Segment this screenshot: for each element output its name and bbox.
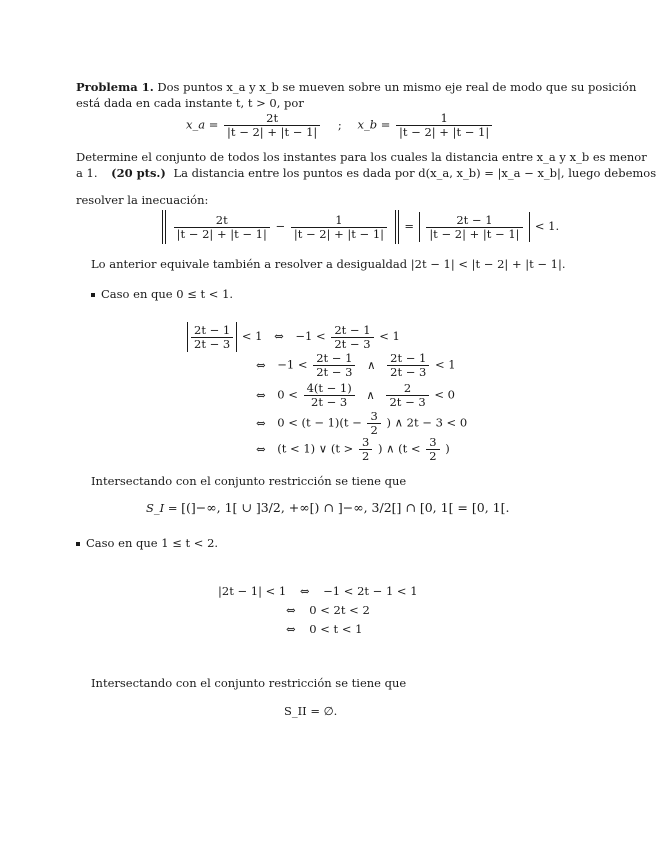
ineq-den-3: |t − 2| + |t − 1| <box>429 226 520 241</box>
ineq-den-2: |t − 2| + |t − 1| <box>293 226 385 241</box>
determine-a1: a 1. <box>76 166 98 180</box>
case1-solution-set <box>146 500 509 515</box>
abs-bar-4 <box>529 212 530 242</box>
case2-row-3 <box>286 622 362 636</box>
ineq-text: ) ∧ 2t − 3 < 0 <box>386 415 468 430</box>
case1-row-4 <box>256 410 467 437</box>
ineq-fraction-1 <box>174 214 270 241</box>
xb-fraction <box>396 112 492 139</box>
case1-row-1 <box>186 322 400 352</box>
iff-symbol: ⇔ <box>299 584 310 598</box>
main-inequation <box>160 210 559 244</box>
xb-label: x_b = <box>357 117 391 132</box>
equivalence-text: Lo anterior equivale también a resolver a desigualdad |2t − 1| < |t − 2| + |t − 1|. <box>91 257 566 271</box>
frac-den: 2 <box>370 423 378 437</box>
case1-row-3 <box>256 382 455 409</box>
abs-bar-left <box>162 210 166 244</box>
frac-den: 2t − 3 <box>390 365 427 379</box>
iff-symbol: ⇔ <box>256 357 266 372</box>
intro-text-2: está dada en cada instante t, t > 0, por <box>76 96 304 110</box>
frac-den: 2 <box>429 449 437 463</box>
ineq-num-2: 1 <box>291 214 387 228</box>
frac-den: 2t − 3 <box>389 395 426 409</box>
bullet-icon <box>91 293 95 297</box>
and-symbol: ∧ <box>366 387 375 402</box>
iff-symbol: ⇔ <box>286 622 296 636</box>
set-expression: [(]−∞, 1[ ∪ ]3/2, +∞[) ∩ ]−∞, 3/2[] ∩ [0, 1[ = [0, 1[. <box>181 500 510 515</box>
minus-sign: − <box>275 219 286 233</box>
ineq-text: < 0 <box>434 387 455 402</box>
ineq-text: (t < 1) ∨ (t > <box>277 441 354 456</box>
case2-row-1 <box>218 584 418 598</box>
xa-numerator: 2t <box>224 112 320 126</box>
ineq-den-1: |t − 2| + |t − 1| <box>176 226 267 241</box>
case1-heading-text: Caso en que 0 ≤ t < 1. <box>101 287 234 301</box>
problem-title: Problema 1. <box>76 80 154 94</box>
frac-num: 4(t − 1) <box>304 382 355 396</box>
case2-solution-set: S_II = ∅. <box>284 704 338 718</box>
case1-intersect-text: Intersectando con el conjunto restricción se tiene que <box>91 474 407 488</box>
ineq-text: |2t − 1| < 1 <box>218 584 287 598</box>
problem-intro-line-1 <box>76 80 636 94</box>
points-label: (20 pts.) <box>111 166 166 180</box>
intro-text-1: Dos puntos x_a y x_b se mueven sobre un mismo eje real de modo que su posición <box>157 80 637 94</box>
distance-text: La distancia entre los puntos es dada por d(x_a, x_b) = |x_a − x_b|, luego debemos <box>173 166 656 180</box>
case1-r1-lhs-frac <box>191 324 233 351</box>
frac-num: 2t − 1 <box>331 324 373 338</box>
determine-line-2 <box>76 166 656 180</box>
ineq-text: −1 < 2t − 1 < 1 <box>323 584 418 598</box>
case1-heading <box>91 287 233 301</box>
ineq-fraction-2 <box>291 214 387 241</box>
frac-num: 3 <box>426 436 439 450</box>
iff-symbol: ⇔ <box>286 603 296 617</box>
abs-bar-mid <box>395 210 399 244</box>
frac-num: 3 <box>359 436 372 450</box>
iff-symbol: ⇔ <box>256 415 266 430</box>
ineq-text: ) <box>445 441 450 456</box>
ineq-text: 0 < 2t < 2 <box>309 603 370 617</box>
bullet-icon <box>76 542 80 546</box>
set-label: S_I = <box>146 501 178 515</box>
frac-num: 2 <box>386 382 428 396</box>
case1-r4-frac <box>367 410 380 437</box>
frac-num: 2t − 1 <box>387 352 429 366</box>
ineq-text: −1 < <box>277 357 308 372</box>
frac-num: 3 <box>367 410 380 424</box>
case1-r5-frac <box>359 436 372 463</box>
case2-heading <box>76 536 218 550</box>
resolver-text: resolver la inecuación: <box>76 193 209 207</box>
ineq-fraction-3 <box>426 214 522 241</box>
equation-separator: ; <box>337 117 342 132</box>
frac-den: 2t − 3 <box>194 336 231 351</box>
xa-label: x_a = <box>186 117 219 132</box>
frac-num: 2t − 1 <box>313 352 355 366</box>
equals-sign: = <box>404 219 414 233</box>
and-symbol: ∧ <box>367 357 376 372</box>
iff-symbol: ⇔ <box>274 329 284 343</box>
xa-denominator: |t − 2| + |t − 1| <box>227 125 318 139</box>
ineq-text: < 1 <box>379 329 400 343</box>
iff-symbol: ⇔ <box>256 387 266 402</box>
ineq-text: < 1 <box>241 329 263 343</box>
case1-r1-frac <box>331 324 373 351</box>
ineq-num-1: 2t <box>174 214 270 228</box>
ineq-text: −1 < <box>295 329 326 343</box>
position-equations <box>186 112 494 139</box>
ineq-text: 0 < (t − 1)(t − <box>277 415 362 430</box>
less-than-one: < 1. <box>534 219 560 233</box>
ineq-text: 0 < <box>277 387 298 402</box>
abs-bar-3 <box>419 212 420 242</box>
case1-r3-frac-2 <box>386 382 428 409</box>
frac-den: 2 <box>361 449 370 463</box>
abs-bar <box>236 322 237 352</box>
determine-line-1: Determine el conjunto de todos los instantes para los cuales la distancia entre x_a y x_b es menor <box>76 150 647 164</box>
ineq-text: 0 < t < 1 <box>309 622 363 636</box>
xb-denominator: |t − 2| + |t − 1| <box>399 125 490 139</box>
frac-den: 2t − 3 <box>334 336 371 351</box>
frac-num: 2t − 1 <box>191 324 233 338</box>
frac-den: 2t − 3 <box>316 365 353 379</box>
xa-fraction <box>224 112 320 139</box>
ineq-num-3: 2t − 1 <box>426 214 522 228</box>
case1-r3-frac <box>304 382 355 409</box>
xb-numerator: 1 <box>396 112 492 126</box>
ineq-text: ) ∧ (t < <box>377 441 421 456</box>
case2-heading-text: Caso en que 1 ≤ t < 2. <box>86 536 219 550</box>
iff-symbol: ⇔ <box>256 441 266 456</box>
ineq-text: < 1 <box>435 357 456 372</box>
case1-row-5 <box>256 436 450 463</box>
case1-row-2 <box>256 352 456 379</box>
abs-bar <box>187 322 188 352</box>
case1-r5-frac-2 <box>426 436 439 463</box>
case2-intersect-text: Intersectando con el conjunto restricción se tiene que <box>91 676 407 690</box>
frac-den: 2t − 3 <box>311 395 348 409</box>
case2-row-2 <box>286 603 370 617</box>
case1-r2-frac <box>313 352 355 379</box>
case1-r2-frac-2 <box>387 352 429 379</box>
